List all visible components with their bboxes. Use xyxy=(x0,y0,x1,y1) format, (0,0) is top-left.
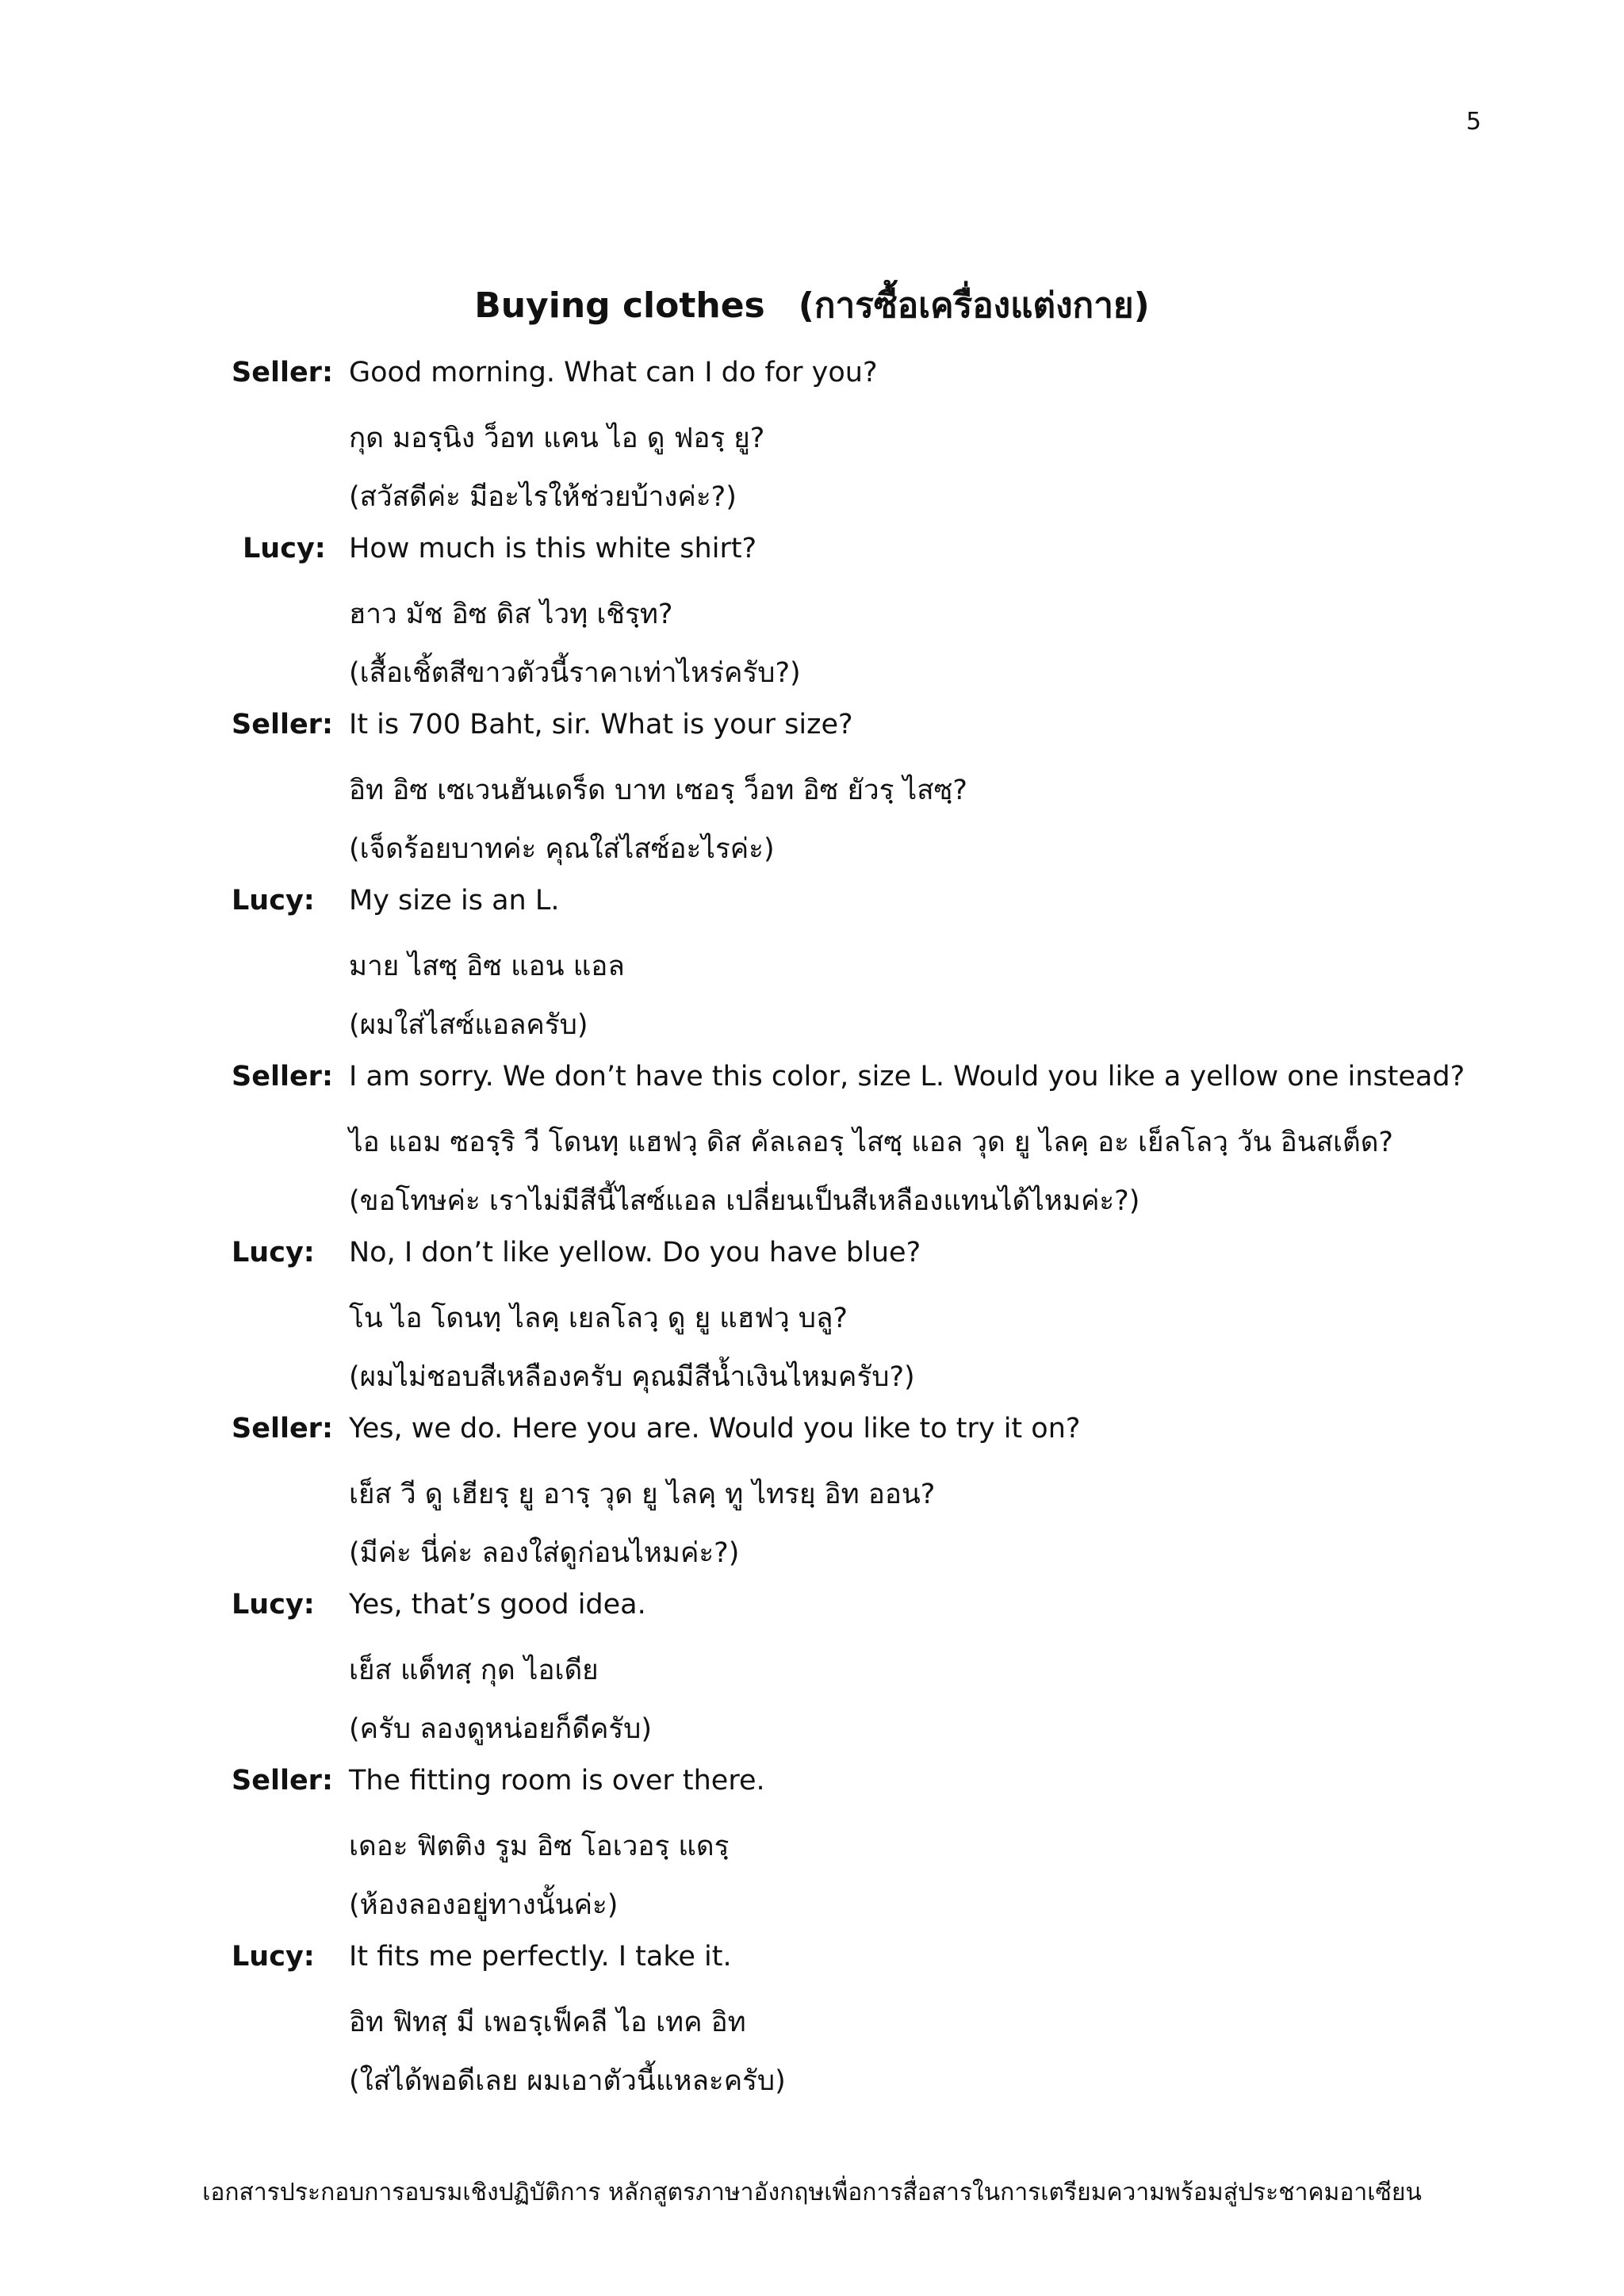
pronunciation-line: เย็ส แด็ทสฺ กุด ไอเดีย xyxy=(349,1655,599,1686)
pronunciation-line: โน ไอ โดนทฺ ไลคฺ เยลโลวฺ ดู ยู แฮฟวฺ บลู? xyxy=(349,1303,848,1334)
translation-line: (ผมไม่ชอบสีเหลืองครับ คุณมีสีน้ำเงินไหมครับ?) xyxy=(349,1361,915,1393)
dialogue-turn xyxy=(232,1406,1516,1582)
translation-line: (มีค่ะ นี่ค่ะ ลองใส่ดูก่อนไหมค่ะ?) xyxy=(349,1537,740,1569)
turn-lines xyxy=(349,878,1522,1054)
dialogue-turn xyxy=(232,702,1516,878)
dialogue-turn xyxy=(232,1054,1516,1230)
page-number: 5 xyxy=(1465,108,1481,136)
english-line: My size is an L. xyxy=(349,885,560,916)
english-line: Good morning. What can I do for you? xyxy=(349,357,878,388)
english-line: It is 700 Baht, sir. What is your size? xyxy=(349,709,853,740)
english-line: I am sorry. We don’t have this color, size L. Would you like a yellow one instead? xyxy=(349,1061,1465,1093)
translation-line: (ใส่ได้พอดีเลย ผมเอาตัวนี้แหละครับ) xyxy=(349,2065,786,2097)
turn-lines xyxy=(349,526,1522,702)
turn-lines xyxy=(349,1406,1522,1582)
translation-line: (ห้องลองอยู่ทางนั้นค่ะ) xyxy=(349,1889,619,1921)
pronunciation-line: อิท อิซ เซเวนฮันเดร็ด บาท เซอรฺ ว็อท อิซ ยัวรฺ ไสซฺ? xyxy=(349,775,967,806)
speaker-label: Lucy: xyxy=(232,885,315,916)
translation-line: (เจ็ดร้อยบาทค่ะ คุณใส่ไสซ์อะไรค่ะ) xyxy=(349,833,775,865)
english-line: No, I don’t like yellow. Do you have blue? xyxy=(349,1237,921,1269)
pronunciation-line: เดอะ ฟิตติง รูม อิซ โอเวอรฺ แดรฺ xyxy=(349,1831,730,1862)
speaker-label: Lucy: xyxy=(232,1589,315,1621)
pronunciation-line: เย็ส วี ดู เฮียรฺ ยู อารฺ วุด ยู ไลคฺ ทู ไทรยฺ อิท ออน? xyxy=(349,1479,936,1510)
turn-lines xyxy=(349,350,1522,526)
dialogue-turn xyxy=(232,878,1516,1054)
english-line: Yes, we do. Here you are. Would you like to try it on? xyxy=(349,1413,1081,1445)
turn-lines xyxy=(349,702,1522,878)
speaker-label: Lucy: xyxy=(232,1237,315,1269)
translation-line: (สวัสดีค่ะ มีอะไรให้ช่วยบ้างค่ะ?) xyxy=(349,481,737,513)
english-line: Yes, that’s good idea. xyxy=(349,1589,646,1621)
pronunciation-line: ไอ แอม ซอรฺริ วี โดนทฺ แฮฟวฺ ดิส คัลเลอรฺ ไสซฺ แอล วุด ยู ไลคฺ อะ เย็ลโลวฺ วัน อินสเต็ด? xyxy=(349,1127,1393,1158)
english-line: It fits me perfectly. I take it. xyxy=(349,1941,732,1973)
dialogue xyxy=(232,350,1516,2110)
speaker-label: Seller: xyxy=(232,1413,333,1445)
page-title xyxy=(0,277,1624,333)
turn-lines xyxy=(349,1934,1522,2110)
speaker-label: Lucy: xyxy=(243,533,326,564)
dialogue-turn xyxy=(232,1230,1516,1406)
turn-lines xyxy=(349,1758,1522,1934)
translation-line: (เสื้อเชิ้ตสีขาวตัวนี้ราคาเท่าไหร่ครับ?) xyxy=(349,657,801,689)
dialogue-turn xyxy=(232,1582,1516,1758)
english-line: How much is this white shirt? xyxy=(349,533,757,564)
turn-lines xyxy=(349,1230,1522,1406)
dialogue-turn xyxy=(232,350,1516,526)
title-english: Buying clothes xyxy=(474,285,765,326)
pronunciation-line: กุด มอรฺนิง ว็อท แคน ไอ ดู ฟอรฺ ยู? xyxy=(349,423,765,454)
pronunciation-line: อิท ฟิทสฺ มี เพอรฺเฟ็คลี ไอ เทค อิท xyxy=(349,2007,746,2038)
dialogue-turn xyxy=(232,1758,1516,1934)
translation-line: (ผมใส่ไสซ์แอลครับ) xyxy=(349,1009,588,1041)
speaker-label: Seller: xyxy=(232,1765,333,1797)
dialogue-turn xyxy=(232,526,1516,702)
turn-lines xyxy=(349,1054,1522,1230)
speaker-label: Seller: xyxy=(232,709,333,740)
speaker-label: Seller: xyxy=(232,1061,333,1093)
english-line: The fitting room is over there. xyxy=(349,1765,765,1797)
turn-lines xyxy=(349,1582,1522,1758)
pronunciation-line: ฮาว มัช อิซ ดิส ไวทฺ เชิรฺท? xyxy=(349,599,673,630)
dialogue-turn xyxy=(232,1934,1516,2110)
speaker-label: Seller: xyxy=(232,357,333,388)
speaker-label: Lucy: xyxy=(232,1941,315,1973)
translation-line: (ขอโทษค่ะ เราไม่มีสีนี้ไสซ์แอล เปลี่ยนเป็นสีเหลืองแทนได้ไหมค่ะ?) xyxy=(349,1185,1140,1217)
page-footer: เอกสารประกอบการอบรมเชิงปฏิบัติการ หลักสูตรภาษาอังกฤษเพื่อการสื่อสารในการเตรียมความพร้อมสู่ประชาคมอาเซียน xyxy=(202,2179,1422,2206)
title-thai: (การซื้อเครื่องแต่งกาย) xyxy=(798,285,1150,326)
pronunciation-line: มาย ไสซฺ อิซ แอน แอล xyxy=(349,951,625,982)
translation-line: (ครับ ลองดูหน่อยก็ดีครับ) xyxy=(349,1713,653,1745)
